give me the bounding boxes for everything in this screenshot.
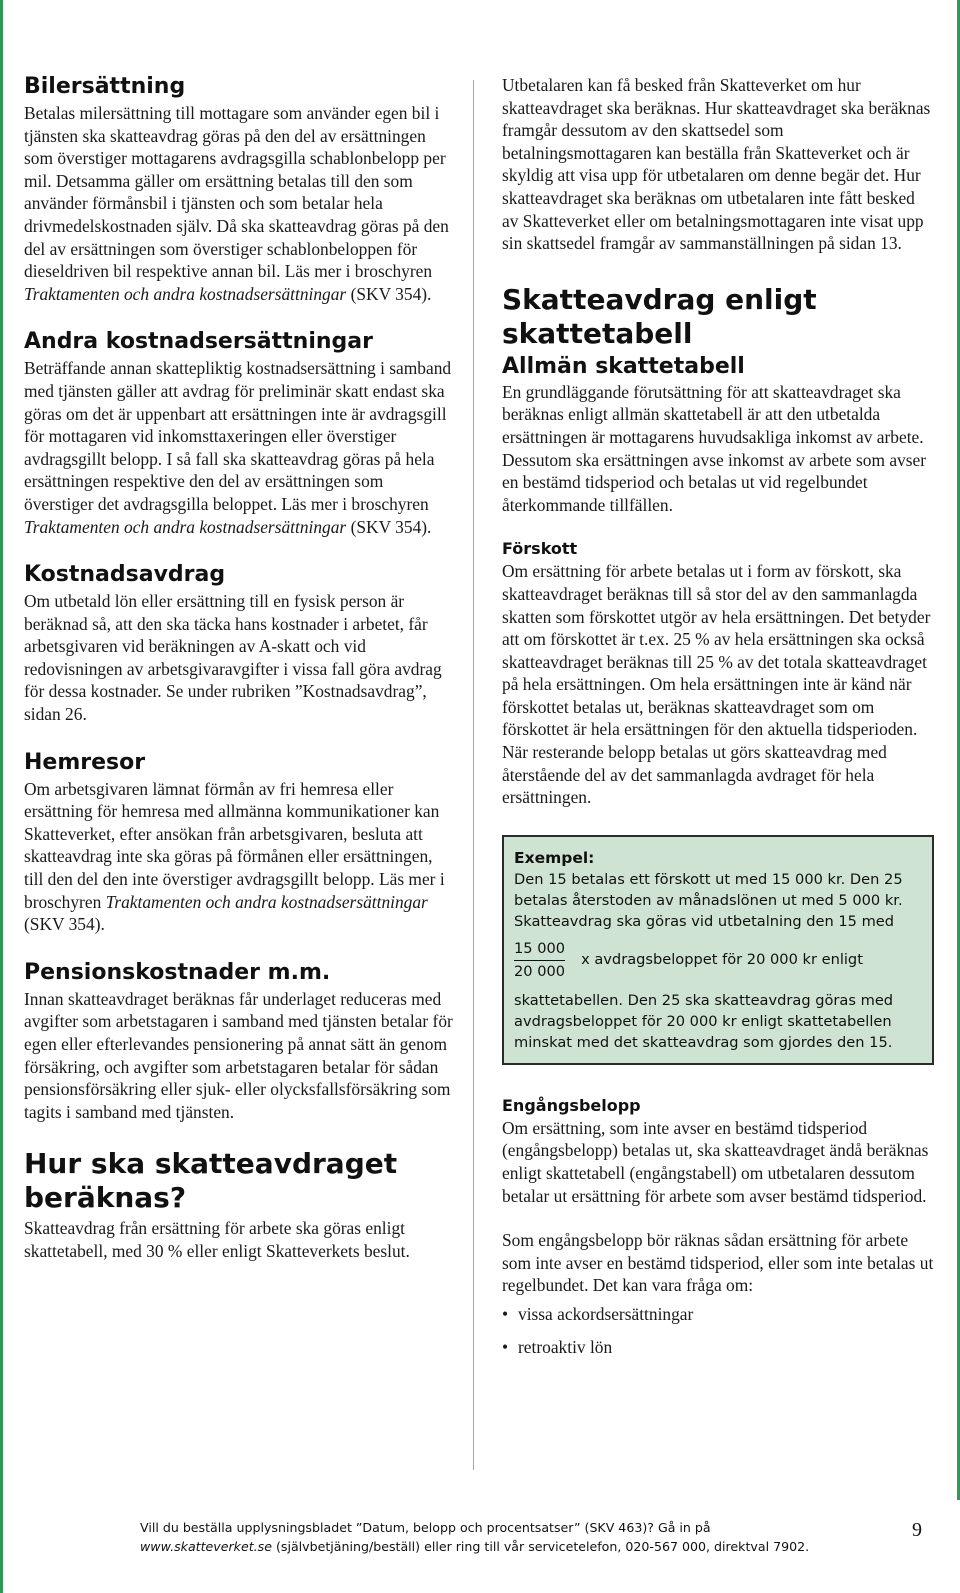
body-kostnadsavdrag: Om utbetald lön eller ersättning till en fysisk person är beräknad så, att den ska täcka hans kostnader i arbetet, får arbetsgivaren vid beräkningen av A-skatt och vid redovisningen av arbetsgivaravgifter i vissa fall göra avdrag för dessa kostnader. Se under rubriken ”Kostnadsavdrag”, sidan 26. xyxy=(24,591,442,725)
body-pensionskostnader: Innan skatteavdraget beräknas får underlaget reduceras med avgifter som arbetstagaren i samband med tjänsten betalar för egen eller efterlevandes pensionering på annat sätt än genom försäkring, och avgifter som arbetstagaren betalar för sådan pensionsförsäkring eller sjuk- eller olycksfallsförsäkring som tagits i samband med tjänsten. xyxy=(24,988,453,1122)
section-bilersattning xyxy=(24,74,456,305)
body-bilersattning: Betalas milersättning till mottagare som använder egen bil i tjänsten ska skatteavdrag göras på den del av ersättningen som överstiger mottagarens avdragsgilla schablonbelopp per mil. Detsamma gäller om ersättning betalas till den som använder förmånsbil i tjänsten och som betalar hela drivmedelskostnaden själv. Då ska skatteavdrag göras på den del av ersättningen som överstiger schablonbeloppen för dieseldriven bil respektive annan bil. Läs mer i broschyren Traktamenten och andra kostnadsersättningar (SKV 354). xyxy=(24,103,449,304)
brochure-title: Traktamenten och andra kostnadsersättningar xyxy=(24,516,347,537)
fraction xyxy=(514,938,565,982)
section-hemresor xyxy=(24,750,456,936)
heading-hemresor: Hemresor xyxy=(24,749,146,775)
footer-note xyxy=(140,1518,860,1556)
body-hur-ska-skatteavdraget: Skatteavdrag från ersättning för arbete ska göras enligt skattetabell, med 30 % eller enligt Skatteverkets beslut. xyxy=(24,1218,410,1261)
footer-line2: www.skatteverket.se (självbetjäning/beställ) eller ring till vår servicetelefon, 020-567 000, direktval 7902. xyxy=(140,1539,810,1554)
list-item: • vissa ackordsersättningar xyxy=(502,1303,934,1326)
heading-hur-ska-skatteavdraget: Hur ska skatteavdraget beräknas? xyxy=(24,1147,398,1215)
body-forskott: Om ersättning för arbete betalas ut i form av förskott, ska skatteavdraget beräknas till så stor del av den sammanlagda skatten som förskottet utgör av hela ersättningen. Det betyder att om förskottet är t.ex. 25 % av hela ersättningen ska också skatteavdraget beräknas till 25 % av det totala skatteavdraget på hela ersättningen. Om hela ersättningen inte är känd när förskottet betalas ut, beräknas skatteavdraget som om förskottet är hela ersättningen för den aktuella tidsperioden. När resterande belopp betalas ut görs skatteavdrag med återstående del av det sammanlagda avdraget för hela ersättningen. xyxy=(502,561,931,808)
section-hur-ska-skatteavdraget xyxy=(24,1147,456,1262)
brochure-title: Traktamenten och andra kostnadsersättningar xyxy=(24,283,347,304)
heading-kostnadsavdrag: Kostnadsavdrag xyxy=(24,562,226,588)
column-divider xyxy=(473,80,474,1470)
example-title: Exempel: xyxy=(514,848,595,867)
brochure-title: Traktamenten och andra kostnadsersättningar xyxy=(105,891,428,912)
fraction-denominator: 20 000 xyxy=(514,962,566,980)
fraction-numerator: 15 000 xyxy=(514,938,565,961)
left-column xyxy=(24,74,456,1287)
heading-andra-kostnadsersattningar: Andra kostnadsersättningar xyxy=(24,329,373,355)
list-item: • retroaktiv lön xyxy=(502,1336,934,1359)
footer-link[interactable]: www.skatteverket.se xyxy=(140,1539,272,1554)
section-pensionskostnader xyxy=(24,960,456,1124)
section-kostnadsavdrag xyxy=(24,562,456,726)
heading-engangsbelopp: Engångsbelopp xyxy=(502,1095,641,1115)
heading-forskott: Förskott xyxy=(502,539,578,559)
footer-line1: Vill du beställa upplysningsbladet ”Datum, belopp och procentsatser” (SKV 463)? Gå in på xyxy=(140,1520,711,1535)
example-line1: Den 15 betalas ett förskott ut med 15 000 kr. Den 25 betalas återstoden av månadslönen ut med 5 000 kr. Skatteavdrag ska göras vid utbetalning den 15 med xyxy=(514,870,903,930)
example-fraction-row xyxy=(514,938,922,982)
heading-allman-skattetabell: Allmän skattetabell xyxy=(502,353,745,379)
body-andra-kostnadsersattningar: Beträffande annan skattepliktig kostnadsersättning i samband med tjänsten gäller att avdrag för preliminär skatt endast ska göras om det är uppenbart att ersättningen inte är avdragsgill för mottagaren vid inkomsttaxeringen eller överstiger avdragsgillt belopp. I så fall ska skatteavdrag göras på hela ersättningen respektive den del av ersättningen som överstiger det avdragsgilla beloppet. Läs mer i broschyren Traktamenten och andra kostnadsersättningar (SKV 354). xyxy=(24,358,452,537)
right-column xyxy=(502,74,934,1368)
intro-paragraph: Utbetalaren kan få besked från Skatteverket om hur skatteavdraget ska beräknas. Hur skatteavdraget ska beräknas framgår dessutom av den skattsedel som betalningsmottagaren kan beställa från Skatteverket och är skyldig att visa upp för utbetalaren om denne begär det. Hur skatteavdraget ska beräknas om utbetalaren inte fått besked av Skatteverket eller om betalningsmottagaren inte visat upp sin skattsedel framgår av sammanställningen på sidan 13. xyxy=(502,75,931,254)
body-engangsbelopp-1: Om ersättning, som inte avser en bestämd tidsperiod (engångsbelopp) betalas ut, ska skatteavdraget ändå beräknas enligt skattetabell (engångstabell) om utbetalaren dessutom betalar ut ersättning för arbete som avser bestämd tidsperiod. xyxy=(502,1117,929,1206)
fraction-multiplier-text: x avdragsbeloppet för 20 000 kr enligt xyxy=(581,951,863,969)
engangsbelopp-list xyxy=(502,1303,934,1358)
body-engangsbelopp-2: Som engångsbelopp bör räknas sådan ersättning för arbete som inte avser en bestämd tidsperiod, eller som inte betalas ut regelbundet. Det kan vara fråga om: xyxy=(502,1230,934,1296)
page-number: 9 xyxy=(912,1519,922,1541)
green-edge-left xyxy=(0,0,3,1593)
example-box xyxy=(502,835,934,1065)
heading-bilersattning: Bilersättning xyxy=(24,74,186,99)
heading-skatteavdrag-enligt-skattetabell: Skatteavdrag enligt skattetabell xyxy=(502,282,817,350)
section-andra-kostnadsersattningar xyxy=(24,329,456,538)
body-hemresor: Om arbetsgivaren lämnat förmån av fri hemresa eller ersättning för hemresa med allmänna kommunikationer kan Skatteverket, efter ansökan från arbetsgivaren, besluta att skatteavdrag inte ska göras på förmånen eller ersättningen, till den del den inte överstiger avdragsgillt belopp. Läs mer i broschyren Traktamenten och andra kostnadsersättningar (SKV 354). xyxy=(24,778,445,935)
heading-pensionskostnader: Pensionskostnader m.m. xyxy=(24,959,331,985)
example-line2: skattetabellen. Den 25 ska skatteavdrag göras med avdragsbeloppet för 20 000 kr enligt skattetabellen minskat med det skatteavdrag som gjordes den 15. xyxy=(514,991,894,1051)
body-allman-skattetabell: En grundläggande förutsättning för att skatteavdraget ska beräknas enligt allmän skattetabell är att den utbetalda ersättningen är mottagarens huvudsakliga inkomst av arbete. Dessutom ska ersättningen avse inkomst av arbete som avser en bestämd tidsperiod och betalas ut vid regelbundet återkommande tillfällen. xyxy=(502,381,927,515)
